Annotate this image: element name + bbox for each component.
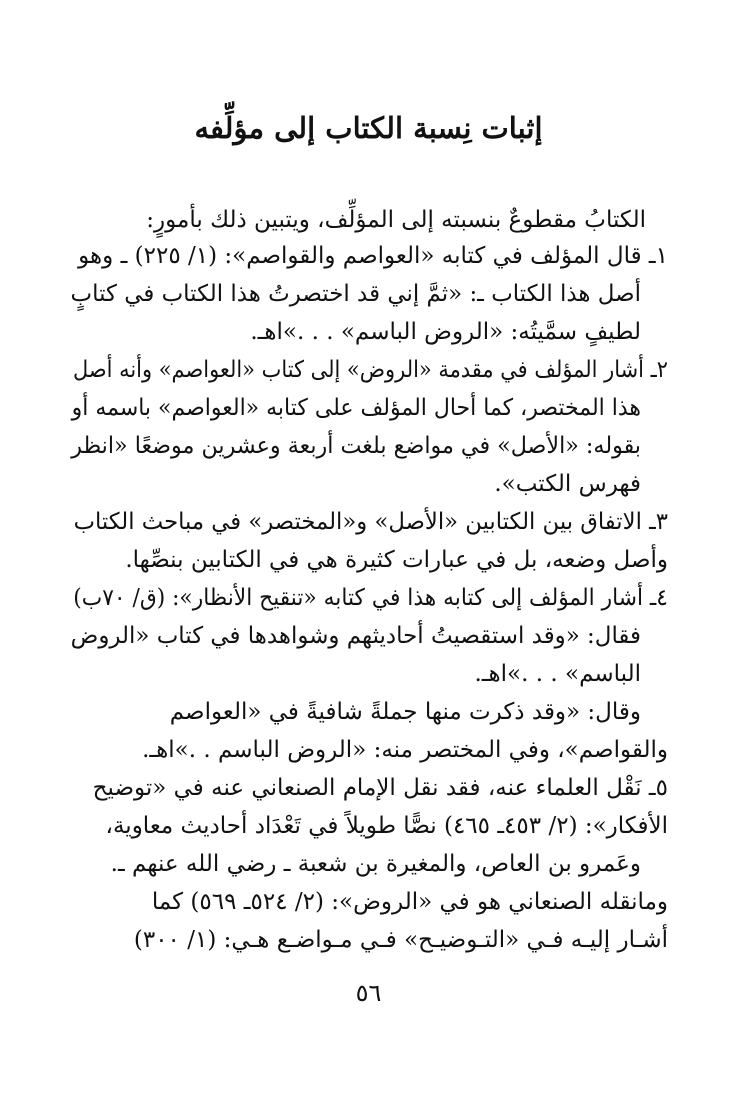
page-number: ٥٦ bbox=[355, 979, 382, 1007]
text-line: أصل هذا الكتاب ـ: «ثمَّ إني قد اختصرتُ هذا الكتاب في كتابٍ bbox=[70, 281, 642, 307]
text-line: الأفكار»: (٢/ ٤٥٣ـ ٤٦٥) نصًّا طويلاً في تَعْدَاد أحاديث معاوية، bbox=[105, 813, 668, 839]
text-line: فهرس الكتب». bbox=[494, 471, 641, 497]
text-line: ومانقله الصنعاني هو في «الروض»: (٢/ ٥٢٤ـ ٥٦٩) كما bbox=[151, 889, 668, 915]
text-line: وأصل وضعه، بل في عبارات كثيرة هي في الكتابين بنصِّها. bbox=[125, 547, 668, 573]
text-line: بقوله: «الأصل» في مواضع بلغت أربعة وعشرين موضعًا «انظر bbox=[71, 433, 641, 459]
text-line: وعَمرو بن العاص، والمغيرة بن شعبة ـ رضي الله عنهم ـ. bbox=[110, 851, 641, 877]
page-title: إثبات نِسبة الكتاب إلى مؤلِّفه bbox=[194, 111, 543, 145]
text-line: وقال: «وقد ذكرت منها جملةً شافيةً في «العواصم bbox=[169, 699, 641, 725]
text-line: لطيفٍ سمَّيتُه: «الروض الباسم» . . .»اهـ. bbox=[250, 319, 641, 345]
text-line: فقال: «وقد استقصيتُ أحاديثهم وشواهدها في كتاب «الروض bbox=[70, 623, 641, 649]
text-line: ٤ـ أشار المؤلف إلى كتابه هذا في كتابه «تنقيح الأنظار»: (ق/ ٧٠ب) bbox=[73, 585, 668, 611]
text-line: أشـار إليـه فـي «التـوضيـح» فـي مـواضـع هـي: (١/ ٣٠٠) bbox=[133, 927, 668, 953]
text-line: ١ـ قال المؤلف في كتابه «العواصم والقواصم»: (١/ ٢٢٥) ـ وهو bbox=[78, 243, 668, 269]
text-line: الكتابُ مقطوعٌ بنسبته إلى المؤلِّف، ويتبين ذلك بأمورٍ: bbox=[146, 207, 646, 233]
text-line: ٣ـ الاتفاق بين الكتابين «الأصل» و«المختصر» في مباحث الكتاب bbox=[73, 509, 668, 535]
text-line: هذا المختصر، كما أحال المؤلف على كتابه «العواصم» باسمه أو bbox=[71, 395, 641, 421]
text-line: والقواصم»، وفي المختصر منه: «الروض الباسم . .»اهـ. bbox=[142, 737, 668, 763]
text-line: الباسم» . . .»اهـ. bbox=[474, 661, 641, 687]
text-line: ٢ـ أشار المؤلف في مقدمة «الروض» إلى كتاب «العواصم» وأنه أصل bbox=[73, 357, 668, 383]
text-line: ٥ـ نَقْل العلماء عنه، فقد نقل الإمام الصنعاني عنه في «توضيح bbox=[92, 775, 668, 801]
